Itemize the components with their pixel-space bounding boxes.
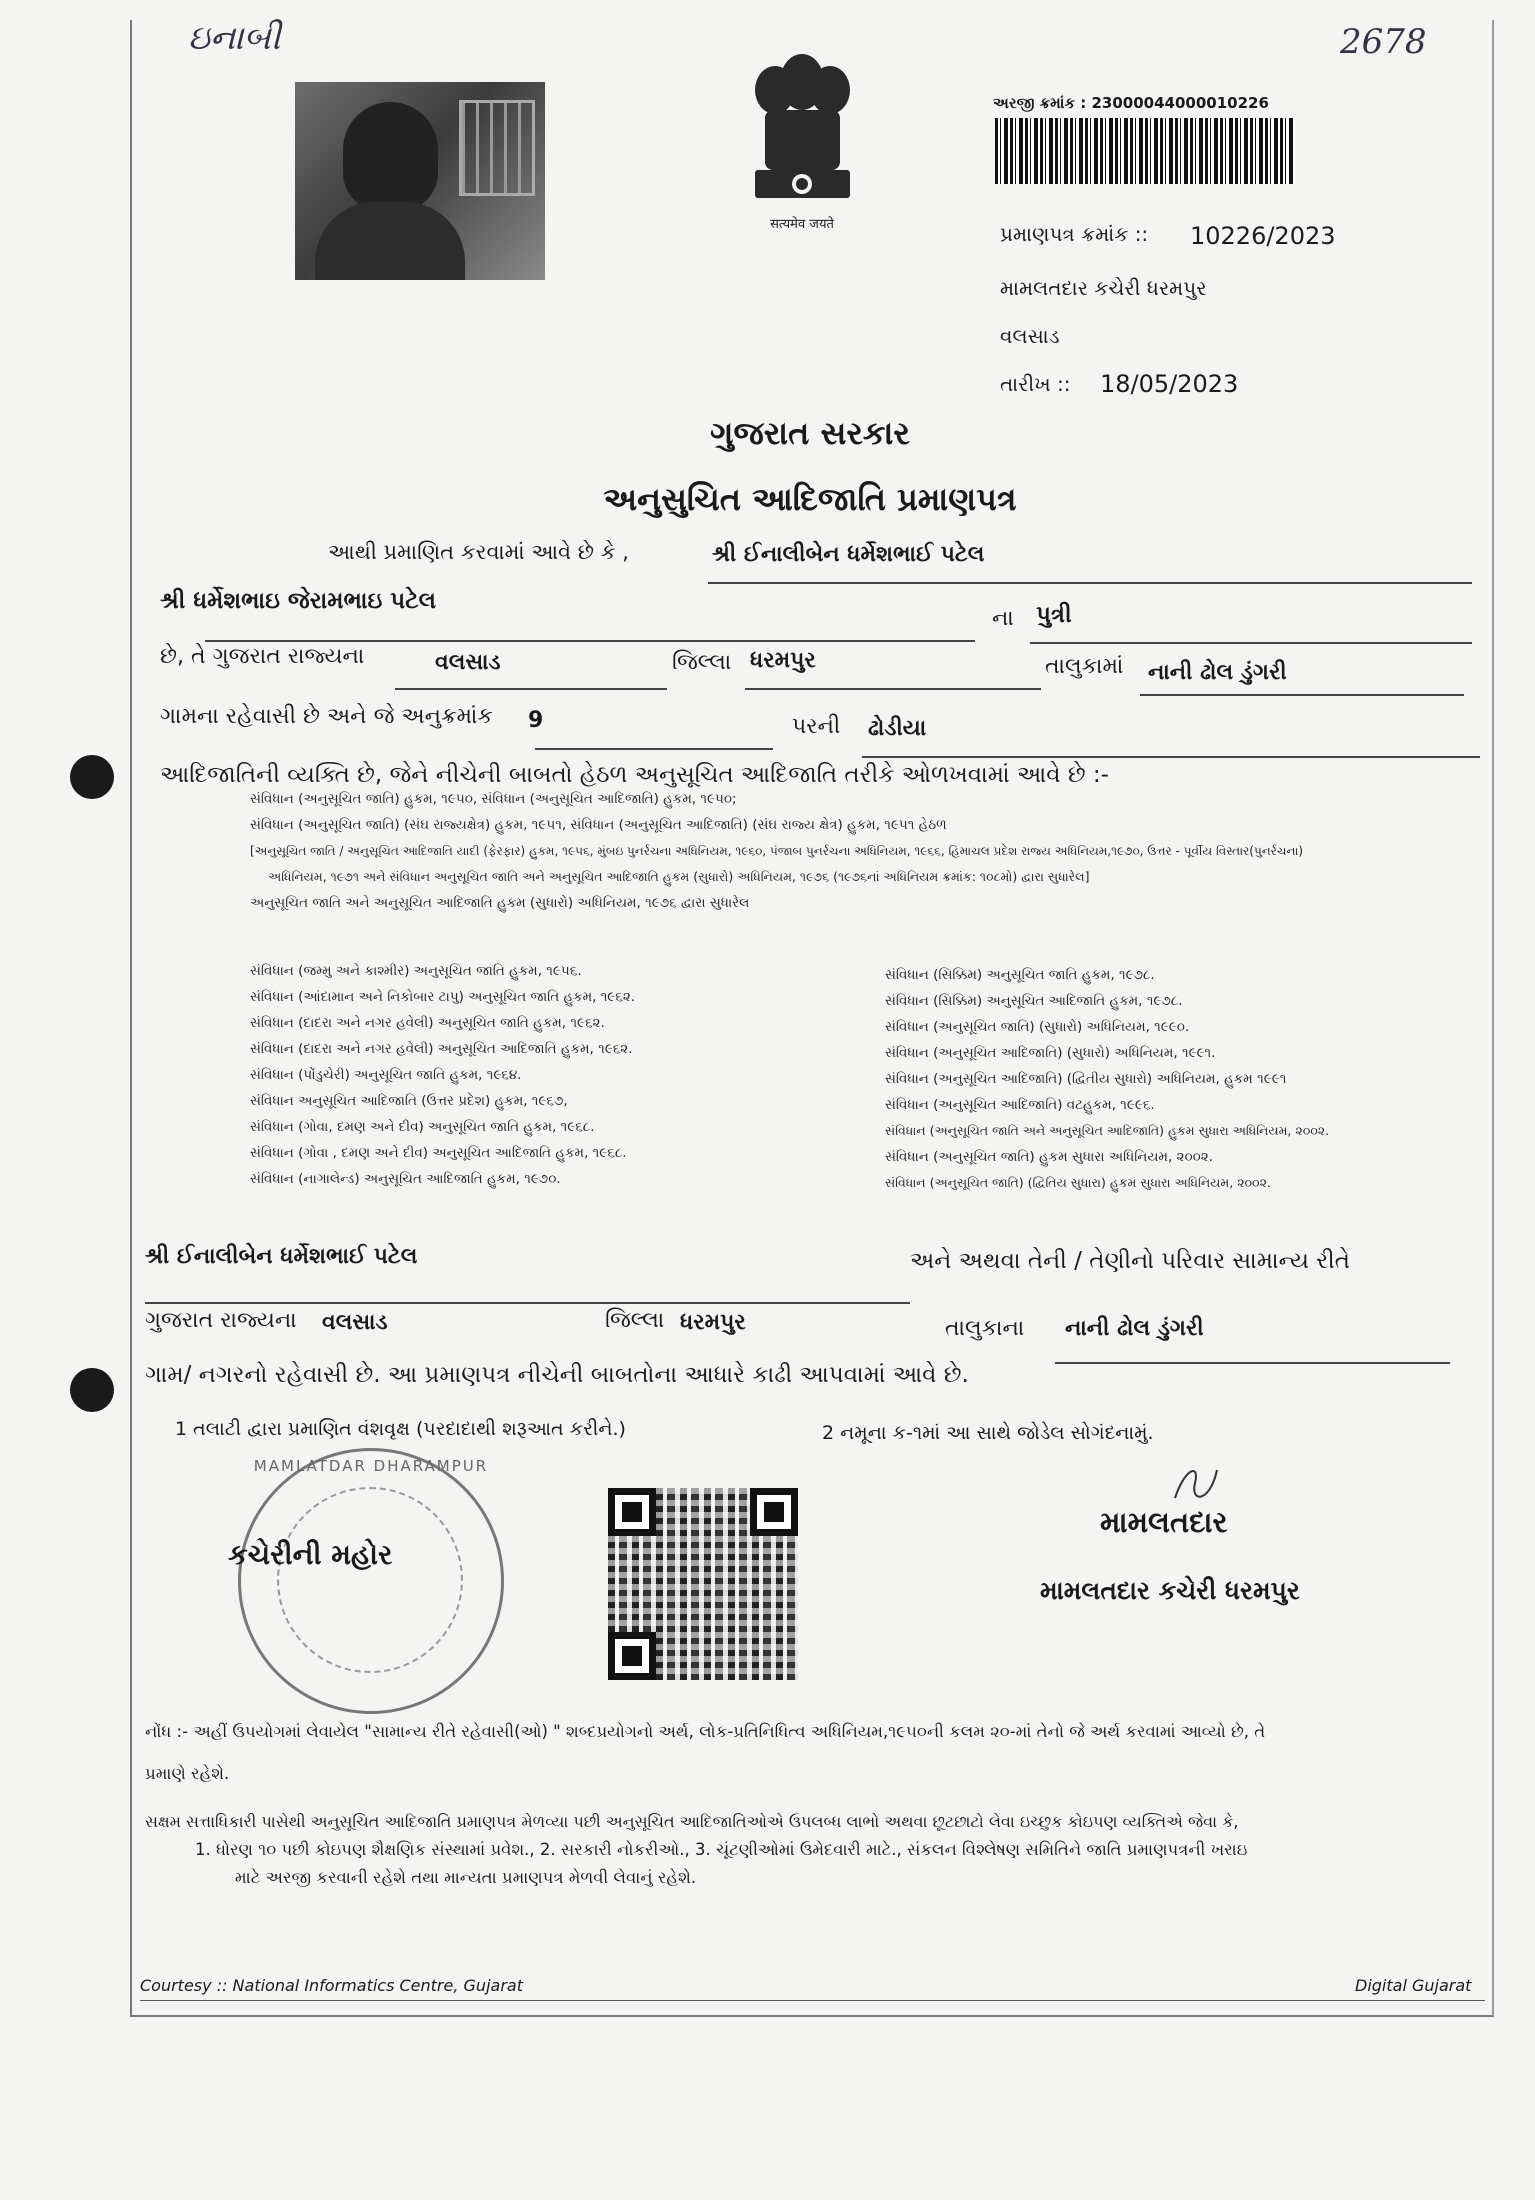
serial-number: 9 [528, 708, 544, 733]
issuing-office: મામલતદાર કચેરી ધરમપુર [1000, 276, 1207, 300]
residence-district-label: જિલ્લા [605, 1308, 665, 1333]
qr-code [608, 1488, 798, 1680]
holder-name: શ્રી ઈનાલીબેન ધર્મેશભાઈ પટેલ [712, 542, 985, 567]
order-item: સંવિધાન (અનુસૂચિત જાતિ) હુકમ, ૧૯૫૦, સંવિધાન (અનુસૂચિત આદિજાતિ) હુકમ, ૧૯૫૦; [250, 791, 737, 807]
order-item: સંવિધાન (આંદામાન અને નિકોબાર ટાપુ) અનુસૂચિત જાતિ હુકમ, ૧૯૬૨. [250, 989, 636, 1005]
applicant-photo [295, 82, 545, 280]
order-item: સંવિધાન (અનુસૂચિત જાતિ) હુકમ સુધારા અધિનિયમ, ૨૦૦૨. [885, 1149, 1213, 1165]
certificate-number-label: પ્રમાણપત્ર ક્રમાંક :: [1000, 222, 1149, 246]
footer-brand: Digital Gujarat [1355, 1976, 1472, 1995]
orders-left-list [250, 958, 670, 1192]
residence-district: વલસાડ [322, 1310, 388, 1335]
seal-label: કચેરીની મહોર [228, 1538, 393, 1571]
order-item: સંવિધાન (અનુસૂચિત આદિજાતિ) વટહુકમ, ૧૯૯૬. [885, 1097, 1155, 1113]
of-label: ના [992, 606, 1014, 631]
order-item: સંવિધાન અનુસૂચિત આદિજાતિ (ઉત્તર પ્રદેશ) હુકમ, ૧૯૬૭, [250, 1093, 568, 1109]
order-item: સંવિધાન (અનુસૂચિત જાતિ) (દ્વિતિય સુધારા) હુકમ સુધારા અધિનિયમ, ૨૦૦૨. [885, 1175, 1271, 1190]
family-text: અને અથવા તેની / તેણીનો પરિવાર સામાન્ય રીતે [910, 1248, 1351, 1274]
note-text: નોંધ :- અહીં ઉપયોગમાં લેવાયેલ "સામાન્ય રીતે રહેવાસી(ઓ) " શબ્દપ્રયોગનો અર્થ, લોક-પ્રતિનિધિત્વ અધિનિયમ,૧૯૫૦ની કલમ ૨૦-માં તેનો જે અર્થ કરવામાં આવ્યો છે, તે [145, 1722, 1266, 1741]
residence-taluka: ધરમપુર [680, 1310, 746, 1335]
orders-right-list [885, 962, 1405, 1196]
relation: પુત્રી [1036, 602, 1072, 628]
signatory-title: મામલતદાર [1100, 1505, 1228, 1539]
order-item: સંવિધાન (સિક્કિમ) અનુસૂચિત જાતિ હુકમ, ૧૯૭૮. [885, 967, 1155, 983]
order-item: [અનુસૂચિત જાતિ / અનુસૂચિત આદિજાતિ યાદી (ફેરફાર) હુકમ, ૧૯૫૬, મુંબઇ પુનર્રચના અધિનિયમ, ૧૯૬૦, પંજાબ પુનર્રચના અધિનિયમ, ૧૯૬૬, હિમાચલ પ્રદેશ રાજ્ય અધિનિયમ,૧૯૭૦, ઉત્તર - પૂર્વીય વિસ્તાર(પુનર્રચના) [250, 844, 1304, 858]
orders-top-list [250, 786, 1430, 916]
order-item: સંવિધાન (સિક્કિમ) અનુસૂચિત આદિજાતિ હુકમ, ૧૯૭૮. [885, 993, 1183, 1009]
competent-authority-note: સક્ષમ સત્તાધિકારી પાસેથી અનુસૂચિત આદિજાતિ પ્રમાણપત્ર મેળવ્યા પછી અનુસૂચિત આદિજાતિઓએ ઉપલબ્ધ લાભો અથવા છૂટછાટો લેવા ઇચ્છુક કોઇપણ વ્યક્તિએ જેવા કે, [145, 1812, 1239, 1831]
intro-text: આથી પ્રમાણિત કરવામાં આવે છે કે , [328, 540, 629, 564]
order-item: સંવિધાન (અનુસૂચિત જાતિ) (સુધારો) અધિનિયમ, ૧૯૯૦. [885, 1019, 1190, 1035]
order-item: સંવિધાન (નાગાલેન્ડ) અનુસૂચિત આદિજાતિ હુકમ, ૧૯૭૦. [250, 1171, 561, 1187]
village-value: નાની ઢોલ ડુંગરી [1148, 660, 1287, 685]
state-emblem-icon [745, 52, 860, 232]
residence-village: નાની ઢોલ ડુંગરી [1065, 1316, 1204, 1341]
government-title: ગુજરાત સરકાર [710, 414, 910, 452]
tribe-value: ઢોડીયા [868, 716, 927, 741]
issuing-district: વલસાડ [1000, 324, 1060, 348]
certificate-title: અનુસુચિત આદિજાતિ પ્રમાણપત્ર [603, 480, 1017, 518]
eligibility-item-continuation: માટે અરજી કરવાની રહેશે તથા માન્યતા પ્રમાણપત્ર મેળવી લેવાનું રહેશે. [235, 1868, 697, 1887]
eligibility-item: 1. ધોરણ ૧૦ પછી કોઇપણ શૈક્ષણિક સંસ્થામાં પ્રવેશ., 2. સરકારી નોકરીઓ., 3. ચૂંટણીઓમાં ઉમેદવારી માટે., સંકલન વિશ્લેષણ સમિતિને જાતિ પ્રમાણપત્રની ખરાઇ [195, 1840, 1248, 1859]
seal-ring-text: MAMLATDAR DHARAMPUR [253, 1457, 489, 1475]
par-label: પરની [792, 714, 841, 739]
order-item: અનુસૂચિત જાતિ અને અનુસૂચિત આદિજાતિ હુકમ (સુધારો) અધિનિયમ, ૧૯૭૬ દ્વારા સુધારેલ [250, 895, 750, 911]
margin-note-left: ઇનાબી [188, 18, 281, 58]
footer-courtesy: Courtesy :: National Informatics Centre, Gujarat [140, 1976, 523, 1995]
recognition-text: આદિજાતિની વ્યક્તિ છે, જેને નીચેની બાબતો હેઠળ અનુસૂચિત આદિજાતિ તરીકે ઓળખવામાં આવે છે :- [160, 762, 1109, 788]
order-item: સંવિધાન (અનુસૂચિત આદિજાતિ) (દ્વિતીય સુધારો) અધિનિયમ, હુકમ ૧૯૯૧ [885, 1071, 1287, 1087]
certificate-number: 10226/2023 [1190, 222, 1336, 250]
basis-text: ગામ/ નગરનો રહેવાસી છે. આ પ્રમાણપત્ર નીચેની બાબતોના આધારે કાઢી આપવામાં આવે છે. [145, 1362, 969, 1388]
village-prefix: ગામના રહેવાસી છે અને જે અનુક્રમાંક [160, 704, 493, 729]
punch-hole [70, 755, 114, 799]
date-label: તારીખ :: [1000, 372, 1071, 396]
order-item: સંવિધાન (ગોવા , દમણ અને દીવ) અનુસૂચિત આદિજાતિ હુકમ, ૧૯૬૮. [250, 1145, 627, 1161]
emblem-motto: सत्यमेव जयते [770, 217, 834, 232]
basis-item-2: 2 નમૂના ક-૧માં આ સાથે જોડેલ સોગંદનામું. [822, 1422, 1154, 1444]
application-number: અરજી ક્રમાંક : 23000044000010226 [993, 94, 1269, 112]
order-item: સંવિધાન (દાદરા અને નગર હવેલી) અનુસૂચિત આદિજાતિ હુકમ, ૧૯૬૨. [250, 1041, 633, 1057]
order-item: સંવિધાન (દાદરા અને નગર હવેલી) અનુસૂચિત જાતિ હુકમ, ૧૯૬૨. [250, 1015, 605, 1031]
taluka-label: તાલુકામાં [1045, 654, 1124, 679]
state-prefix: છે, તે ગુજરાત રાજ્યના [160, 644, 365, 669]
residence-taluka-label: તાલુકાના [945, 1316, 1025, 1341]
signatory-office: મામલતદાર કચેરી ધરમપુર [1040, 1576, 1300, 1605]
order-item: સંવિધાન (ગોવા, દમણ અને દીવ) અનુસૂચિત જાતિ હુકમ, ૧૯૬૮. [250, 1119, 595, 1135]
punch-hole [70, 1368, 114, 1412]
order-item: સંવિધાન (અનુસૂચિત જાતિ) (સંઘ રાજ્યક્ષેત્ર) હુકમ, ૧૯૫૧, સંવિધાન (અનુસૂચિત આદિજાતિ) (સંઘ રાજ્ય ક્ષેત્ર) હુકમ, ૧૯૫૧ હેઠળ [250, 817, 947, 833]
father-name: શ્રી ધર્મેશભાઇ જેરામભાઇ પટેલ [160, 588, 436, 614]
basis-item-1: 1 તલાટી દ્વારા પ્રમાણિત વંશવૃક્ષ (પરદાદાથી શરૂઆત કરીને.) [175, 1418, 626, 1440]
order-item: અધિનિયમ, ૧૯૭૧ અને સંવિધાન અનુસૂચિત જાતિ અને અનુસૂચિત આદિજાતિ હુકમ (સુધારો) અધિનિયમ, ૧૯૭૬ (૧૯૭૬નાં અધિનિયમ ક્રમાંક: ૧૦૮મો) દ્વારા સુધારેલ] [268, 869, 1090, 884]
district-label: જિલ્લા [672, 650, 732, 675]
note-continuation: પ્રમાણે રહેશે. [145, 1764, 230, 1783]
residence-holder-name: શ્રી ઈનાલીબેન ધર્મેશભાઈ પટેલ [145, 1244, 418, 1269]
margin-note-right: 2678 [1340, 22, 1427, 62]
barcode [995, 118, 1295, 184]
order-item: સંવિધાન (અનુસૂચિત આદિજાતિ) (સુધારો) અધિનિયમ, ૧૯૯૧. [885, 1045, 1216, 1061]
office-seal [238, 1448, 504, 1714]
order-item: સંવિધાન (અનુસૂચિત જાતિ અને અનુસૂચિત આદિજાતિ) હુકમ સુધારા અધિનિયમ, ૨૦૦૨. [885, 1123, 1330, 1138]
issue-date: 18/05/2023 [1100, 370, 1239, 398]
taluka-value: ધરમપુર [750, 648, 816, 673]
signature-mark-icon [1165, 1458, 1225, 1508]
order-item: સંવિધાન (પોંડુચેરી) અનુસૂચિત જાતિ હુકમ, ૧૯૬૪. [250, 1067, 522, 1083]
district-value: વલસાડ [435, 650, 501, 675]
residence-state-prefix: ગુજરાત રાજ્યના [145, 1308, 297, 1333]
order-item: સંવિધાન (જમ્મુ અને કાશ્મીર) અનુસૂચિત જાતિ હુકમ, ૧૯૫૬. [250, 963, 582, 979]
